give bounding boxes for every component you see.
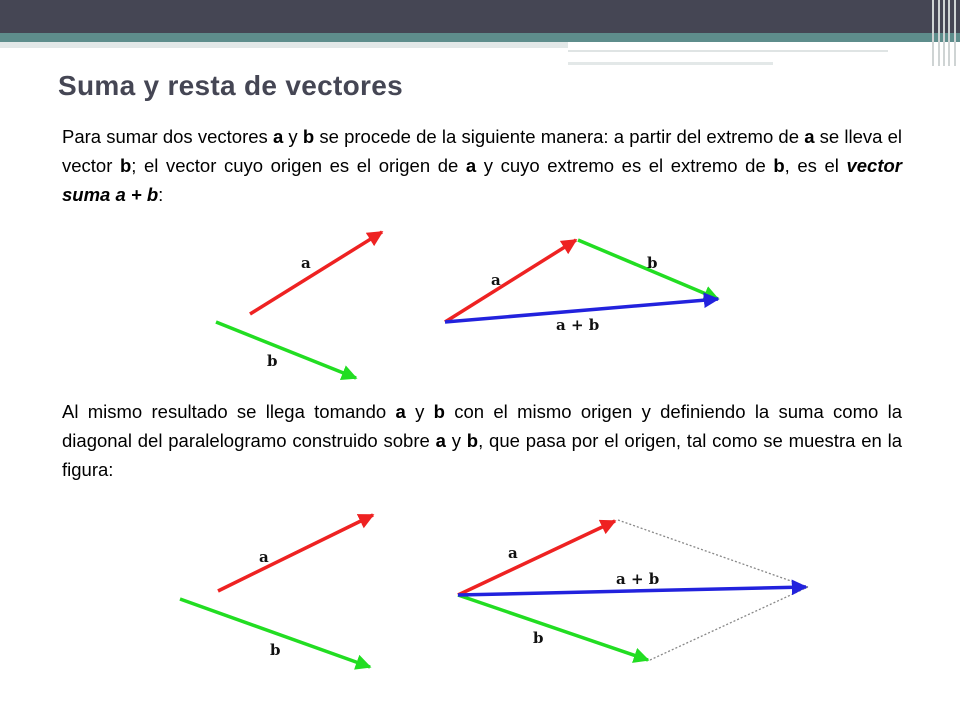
parallelogram-side [650, 587, 808, 660]
vector-sum-arrow [458, 587, 806, 595]
vector-sum-label: a + b [556, 316, 600, 334]
vector-b-arrow [216, 322, 356, 378]
vector-b-label: b [270, 641, 281, 659]
vector-b-label: b [267, 352, 278, 370]
parallelogram-rule-figure [0, 500, 960, 680]
vector-a-arrow [250, 232, 382, 314]
vector-a-label: a [259, 548, 269, 566]
decor-stripe [568, 62, 773, 65]
vector-b-arrow [458, 595, 648, 660]
vector-a-label: a [508, 544, 518, 562]
top-bar [0, 0, 960, 33]
vector-sum-label: a + b [616, 570, 660, 588]
decor-vertical-lines [930, 0, 960, 66]
vector-b-label: b [533, 629, 544, 647]
decor-stripe [568, 50, 888, 52]
accent-bar [0, 33, 960, 42]
vector-a-label: a [301, 254, 311, 272]
triangle-rule-figure [0, 215, 960, 390]
vector-a-arrow [458, 521, 615, 595]
paragraph-parallelogram-method: Al mismo resultado se llega tomando a y b con el mismo origen y definiendo la suma como la diagonal del paralelogramo construido sobre a y b, que pasa por el origen, tal como se muestra en la figura: [62, 401, 902, 480]
vector-b-label: b [647, 254, 658, 272]
paragraph-sum-method: Para sumar dos vectores a y b se procede de la siguiente manera: a partir del extremo de a se lleva el vector b; el vector cuyo origen es el origen de a y cuyo extremo es el extremo de b, es el vector suma a + b: [62, 126, 903, 205]
decor-stripe [0, 42, 568, 48]
vector-a-arrow [218, 515, 373, 591]
slide-title: Suma y resta de vectores [58, 70, 403, 101]
vector-a-label: a [491, 271, 501, 289]
vector-a-arrow [445, 240, 576, 322]
